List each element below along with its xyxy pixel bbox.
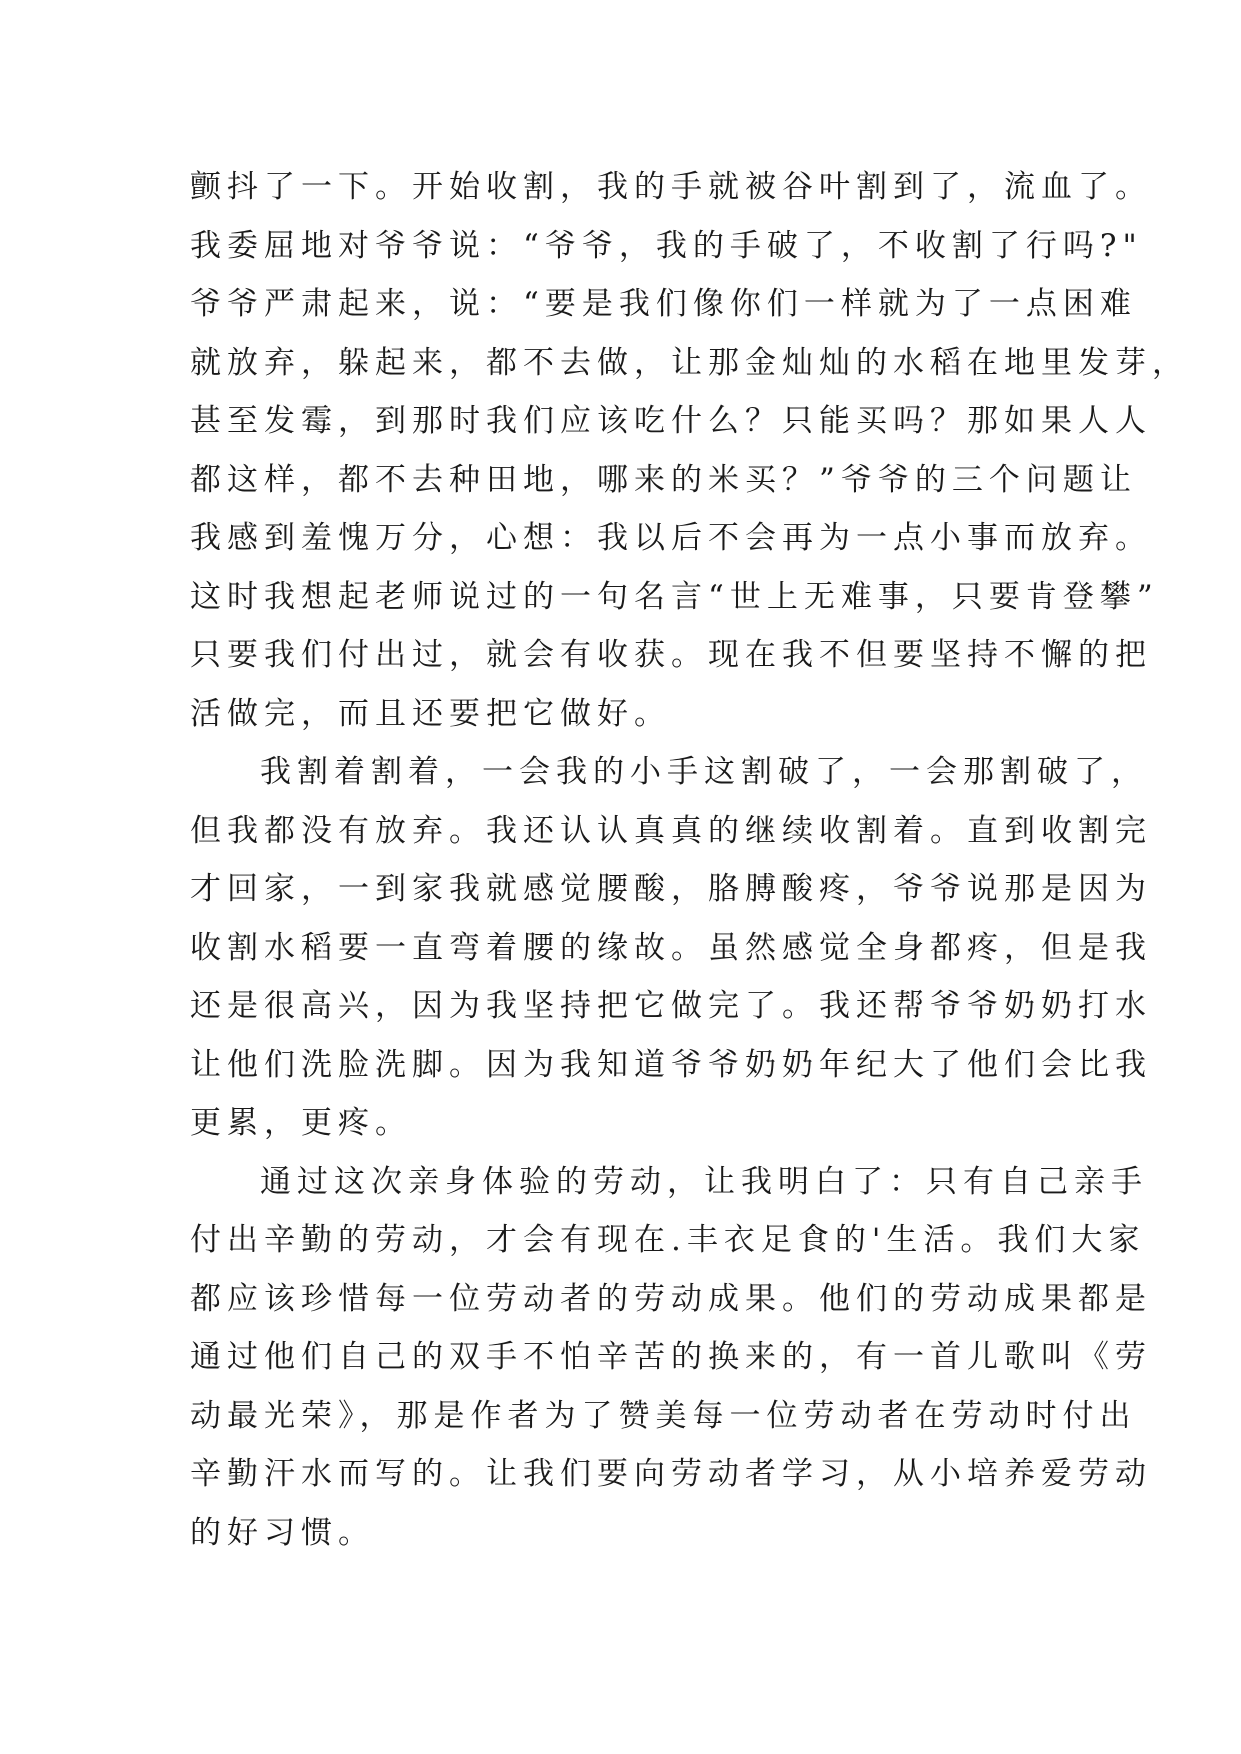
text-line: 爷爷严肃起来，说：“要是我们像你们一样就为了一点困难 — [190, 286, 1137, 322]
text-line: 收割水稻要一直弯着腰的缘故。虽然感觉全身都疼，但是我 — [190, 929, 1152, 966]
text-line: 更累，更疼。 — [190, 1105, 412, 1141]
text-line: 我感到羞愧万分，心想：我以后不会再为一点小事而放弃。 — [190, 520, 1152, 556]
paragraph-first-line: 我割着割着，一会我的小手这割破了，一会那割破了， — [260, 754, 1148, 790]
body-text — [190, 158, 1189, 1562]
text-line: 就放弃，躲起来，都不去做，让那金灿灿的水稻在地里发芽， — [190, 344, 1189, 381]
text-line: 还是很高兴，因为我坚持把它做完了。我还帮爷爷奶奶打水 — [190, 988, 1152, 1024]
text-line: 这时我想起老师说过的一句名言“世上无难事，只要肯登攀” — [190, 578, 1159, 615]
text-line: 都这样，都不去种田地，哪来的米买？”爷爷的三个问题让 — [190, 461, 1137, 498]
text-line: 我委屈地对爷爷说：“爷爷，我的手破了，不收割了行吗?" — [190, 227, 1143, 264]
text-line: 才回家，一到家我就感觉腰酸，胳膊酸疼，爷爷说那是因为 — [190, 871, 1152, 907]
text-line: 付出辛勤的劳动，才会有现在.丰衣足食的'生活。我们大家 — [190, 1222, 1146, 1258]
text-line: 都应该珍惜每一位劳动者的劳动成果。他们的劳动成果都是 — [190, 1280, 1152, 1317]
text-line: 让他们洗脸洗脚。因为我知道爷爷奶奶年纪大了他们会比我 — [190, 1046, 1152, 1083]
text-line: 只要我们付出过，就会有收获。现在我不但要坚持不懈的把 — [190, 637, 1152, 673]
text-line: 动最光荣》，那是作者为了赞美每一位劳动者在劳动时付出 — [190, 1397, 1137, 1434]
text-line: 的好习惯。 — [190, 1514, 375, 1551]
text-line: 甚至发霉，到那时我们应该吃什么？只能买吗？那如果人人 — [190, 403, 1152, 439]
text-line: 通过他们自己的双手不怕辛苦的换来的，有一首儿歌叫《劳 — [190, 1339, 1152, 1375]
text-line: 颤抖了一下。开始收割，我的手就被谷叶割到了，流血了。 — [190, 169, 1152, 205]
text-line: 辛勤汗水而写的。让我们要向劳动者学习，从小培养爱劳动 — [190, 1456, 1152, 1492]
text-line: 但我都没有放弃。我还认认真真的继续收割着。直到收割完 — [190, 812, 1152, 849]
text-line: 活做完，而且还要把它做好。 — [190, 695, 671, 732]
paragraph-first-line: 通过这次亲身体验的劳动，让我明白了：只有自己亲手 — [260, 1163, 1148, 1200]
